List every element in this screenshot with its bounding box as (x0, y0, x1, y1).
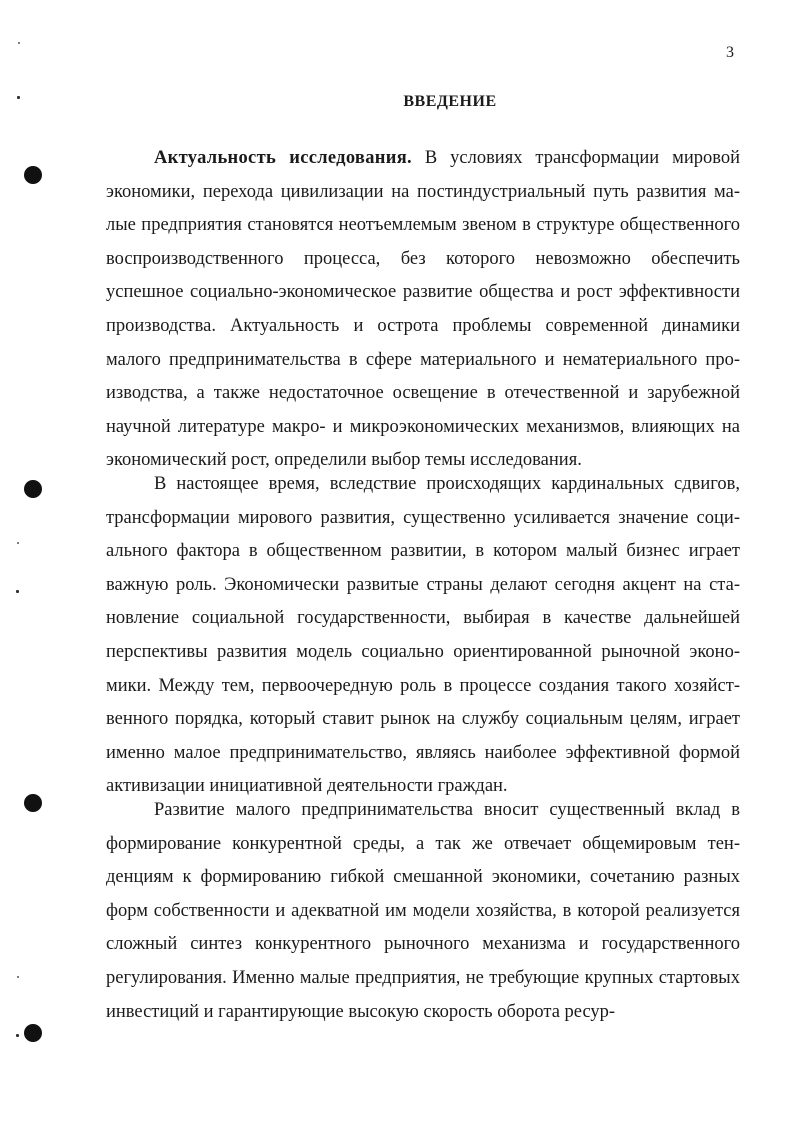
scan-speck (17, 96, 20, 99)
paragraph-text: В условиях трансформации мировой экономики, перехода цивилизации на постиндустриальный путь развития малые предприятия становятся неотъемлемым звеном в структуре общественного воспроизводственного процесса, без которого невозможно обеспечить успешное социально-экономическое развитие общества и рост эффективности производства. Актуальность и острота проблемы современной динамики малого предпринимательства в сфере материального и нематериального производства, а также недостаточное освещение в отечественной и зарубежной научной литературе макро- и микроэкономических механизмов, влияющих на экономический рост, определили выбор темы исследования. (106, 148, 740, 471)
paragraph-development: Развитие малого предпринимательства вносит существенный вклад в формирование конкурентной среды, а так же отвечает общемировым тенденциям к формированию гибкой смешанной экономики, сочетанию разных форм собственности и адекватной им модели хозяйства, в которой реализуется сложный синтез конкурентного рыночного механизма и государственного регулирования. Именно малые предприятия, не требующие крупных стартовых инвестиций и гарантирующие высокую скорость оборота ресур- (106, 800, 740, 1022)
binder-hole-mark (24, 166, 42, 184)
scan-speck (17, 542, 19, 544)
scan-speck (16, 590, 19, 593)
binder-hole-mark (24, 480, 42, 498)
scan-speck (17, 976, 19, 978)
binder-hole-mark (24, 794, 42, 812)
scan-speck (16, 1034, 19, 1037)
page-number: 3 (726, 44, 734, 61)
paragraph-relevance (106, 142, 740, 478)
paragraph-current-time: В настоящее время, вследствие происходящих кардинальных сдвигов, трансформации мирового развития, существенно усиливается значение социального фактора в общественном развитии, в котором малый бизнес играет важную роль. Экономически развитые страны делают сегодня акцент на становление социальной государственности, выбирая в качестве дальнейшей перспективы развития модель социально ориентированной рыночной экономики. Между тем, первоочередную роль в процессе создания такого хозяйственного порядка, который ставит рынок на службу социальным целям, играет именно малое предпринимательство, являясь наиболее эффективной формой активизации инициативной деятельности граждан. (106, 474, 740, 797)
scan-speck (18, 42, 20, 44)
paragraph-lead: Актуальность исследования. (154, 148, 412, 168)
binder-hole-mark (24, 1024, 42, 1042)
section-heading: ВВЕДЕНИЕ (403, 93, 497, 110)
